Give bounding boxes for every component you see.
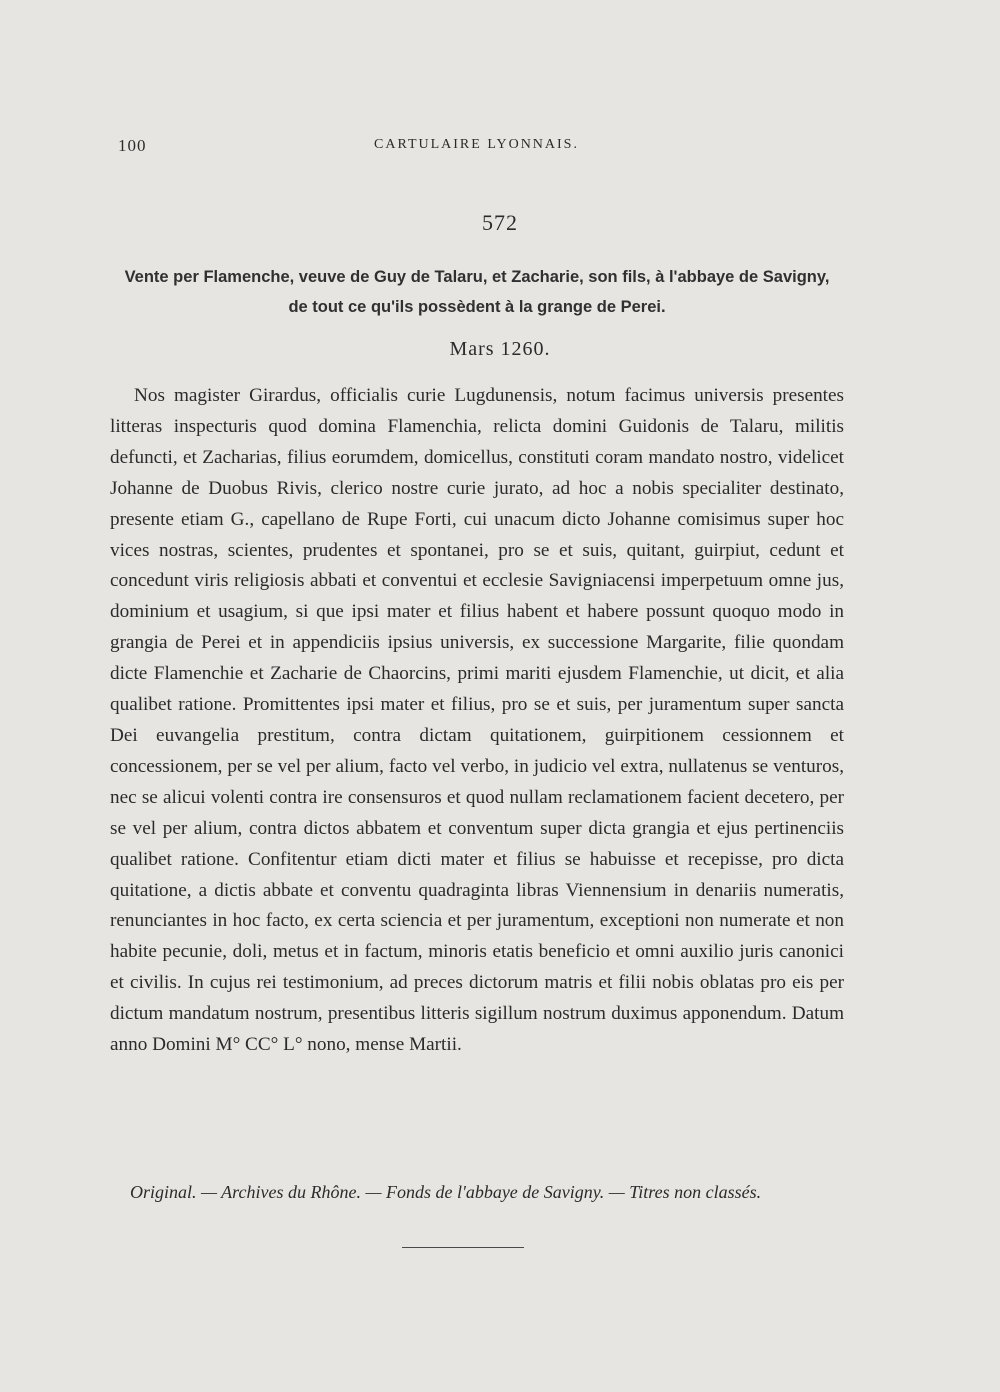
charter-text: Nos magister Girardus, officialis curie Lugdunensis, notum facimus universis presentes litteras inspecturis quod domina Flamenchia, relicta domini Guidonis de Talaru, militis defuncti, et Zacharias, filius eorumdem, domicellus, constituti coram mandato nostro, videlicet Johanne de Duobus Rivis, clerico nostre curie jurato, ad hoc a nobis specialiter destinato, presente etiam G., capellano de Rupe Forti, cui unacum dicto Johanne comisimus super hoc vices nostras, scientes, prudentes et spontanei, pro se et suis, quitant, guirpiut, cedunt et concedunt viris religiosis abbati et conventui et ecclesie Savigniacensi imperpetuum omne jus, dominium et usagium, si que ipsi mater et filius habent et habere possunt quoquo modo in grangia de Perei et in appendiciis ipsius universis, ex successione Margarite, filie quondam dicte Flamenchie et Zacharie de Chaorcins, primi mariti ejusdem Flamenchie, ut dicit, et alia qualibet ratione. Promittentes ipsi mater et filius, pro se et suis, per juramentum super sancta Dei euvangelia prestitum, contra dictam quitationem, guirpitionem cessionnem et concessionem, per se vel per alium, facto vel verbo, in judicio vel extra, nullatenus se venturos, nec se alicui volenti contra ire consensuros et quod nullam reclamationem facient decetero, per se vel per alium, contra dictos abbatem et conventum super dicta grangia et ejus pertinenciis qualibet ratione. Confitentur etiam dicti mater et filius se habuisse et recepisse, pro dicta quitatione, a dictis abbate et conventu quadraginta libras Viennensium in denariis numeratis, renunciantes in hoc facto, ex certa sciencia et per juramentum, exceptioni non numerate et non habite pecunie, doli, metus et in factum, minoris etatis beneficio et omni auxilio juris canonici et civilis. In cujus rei testimonium, ad preces dictorum matris et filii nobis oblatas pro eis per dictum mandatum nostrum, presentibus litteris sigillum nostrum duximus apponendum. Datum anno Domini M° CC° L° nono, mense Martii. bbox=[110, 385, 844, 1056]
end-rule bbox=[402, 1247, 524, 1248]
running-head bbox=[112, 136, 832, 160]
running-title: CARTULAIRE LYONNAIS. bbox=[374, 137, 579, 152]
charter-number: 572 bbox=[482, 210, 518, 235]
charter-date: Mars 1260. bbox=[449, 338, 551, 360]
source-note: Original. — Archives du Rhône. — Fonds de l'abbaye de Savigny. — Titres non classés. bbox=[130, 1182, 762, 1202]
page-number: 100 bbox=[118, 136, 147, 155]
charter-summary: Vente per Flamenche, veuve de Guy de Talaru, et Zacharie, son fils, à l'abbaye de Savigny, de tout ce qu'ils possèdent à la grange de Perei. bbox=[124, 268, 830, 316]
